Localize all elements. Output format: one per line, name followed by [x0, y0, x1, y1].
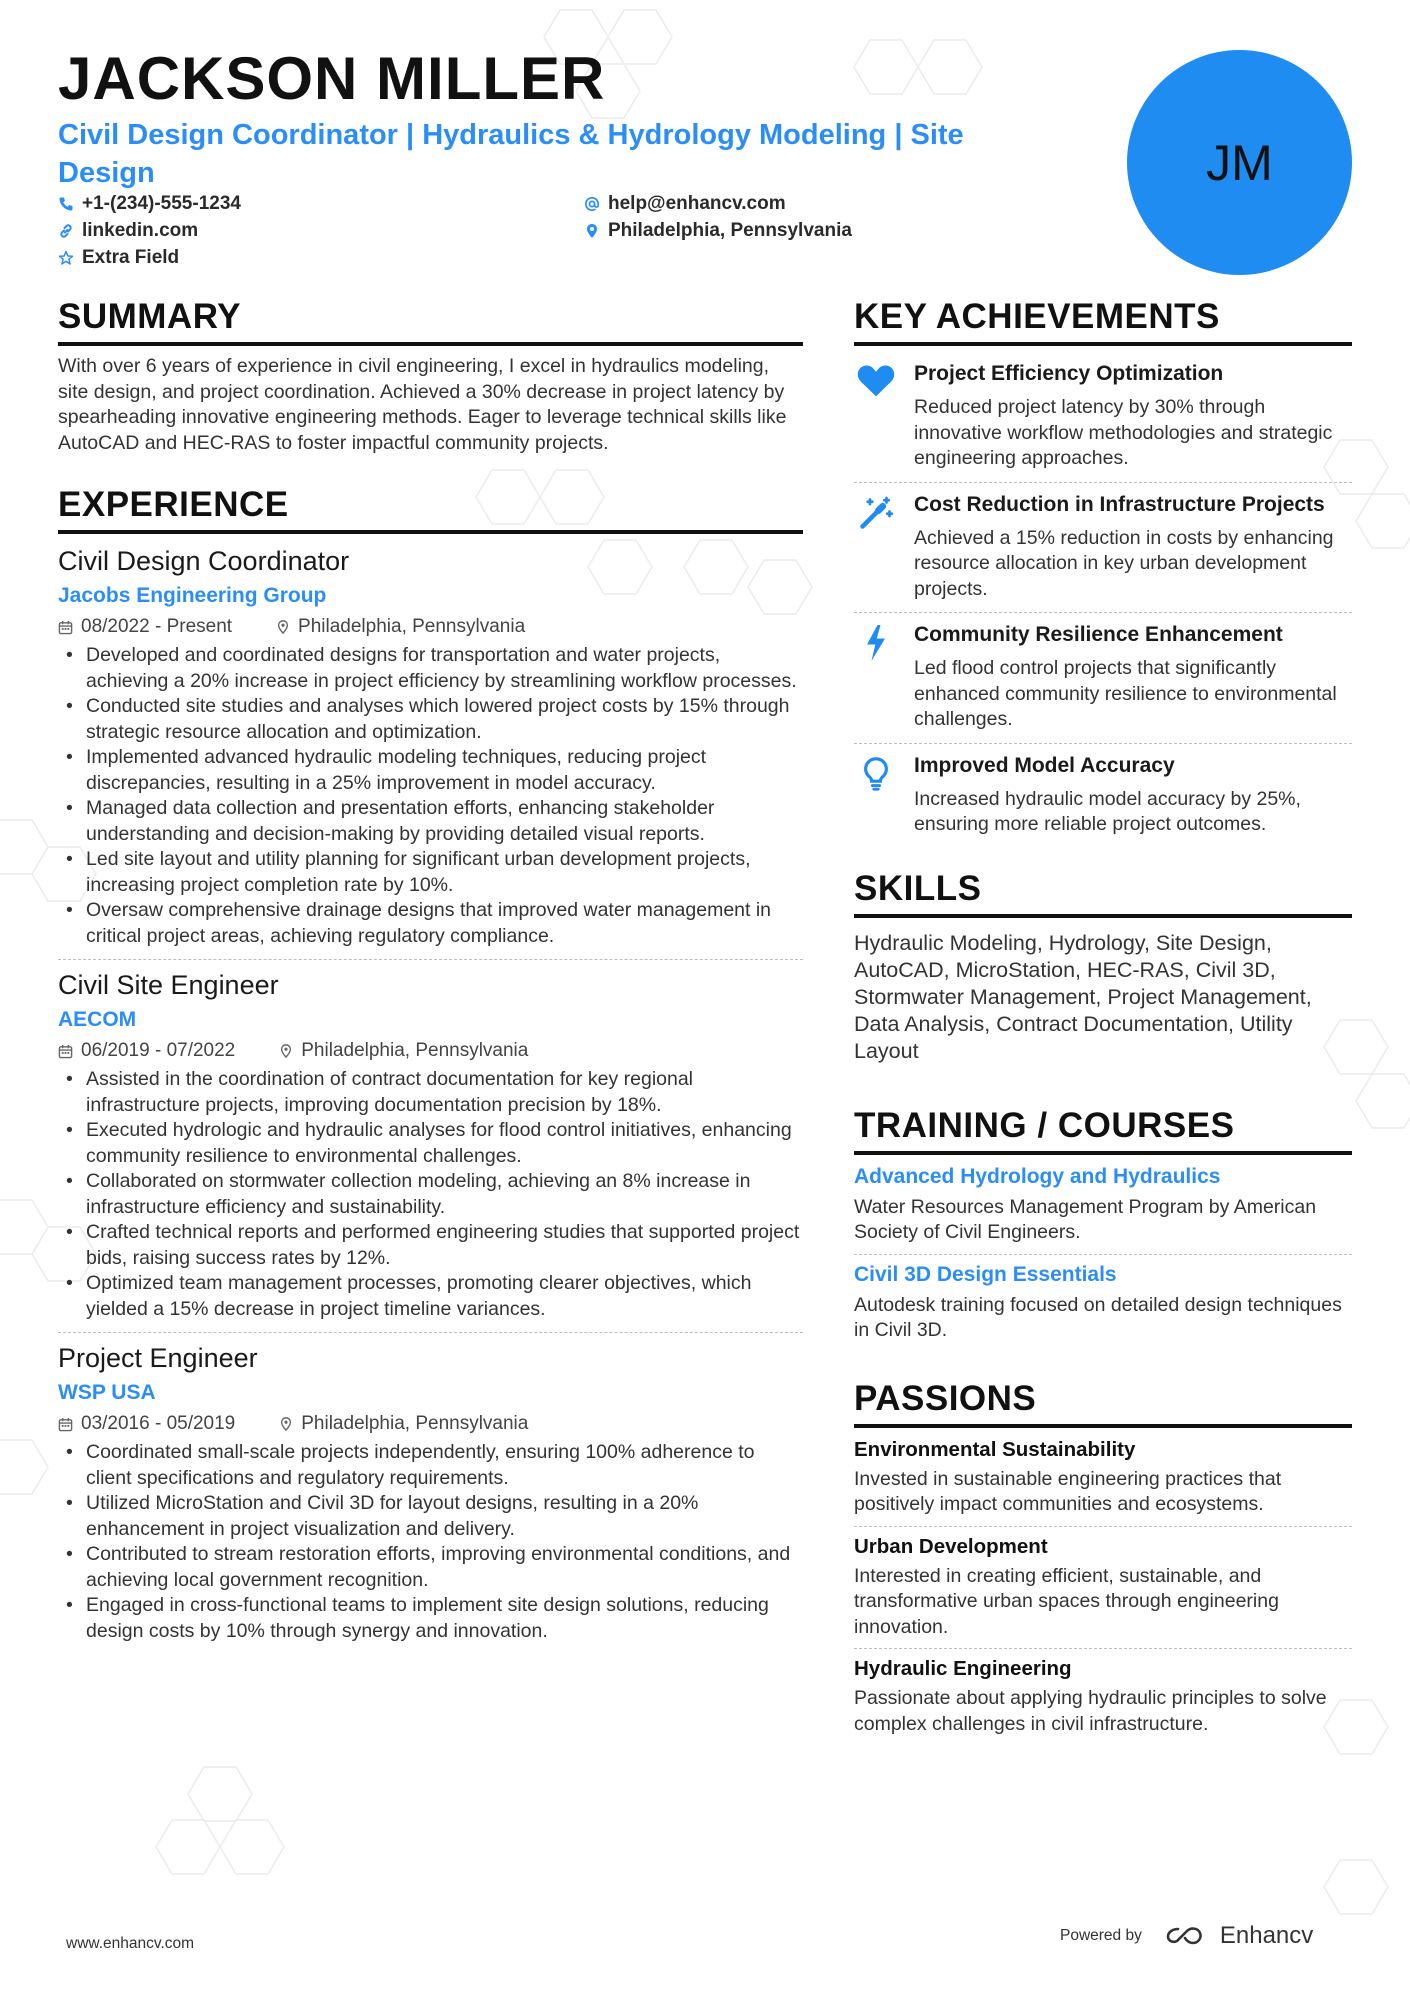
heart-icon	[856, 364, 896, 398]
lightbulb-icon	[863, 756, 889, 792]
job-meta	[58, 1411, 803, 1437]
passions-section	[854, 1378, 1352, 1738]
bullet-item: • Contributed to stream restoration efforts, improving environmental conditions, and achieving local government recognition.	[58, 1542, 803, 1593]
headline: Civil Design Coordinator | Hydraulics & Hydrology Modeling | Site Design	[58, 119, 964, 189]
achievement-item	[854, 360, 1352, 472]
entry-divider	[854, 612, 1352, 613]
entry-divider	[58, 1332, 803, 1333]
summary-section	[58, 296, 803, 456]
skills-heading: SKILLS	[854, 868, 1352, 918]
achievement-desc: Increased hydraulic model accuracy by 25%, ensuring more reliable project outcomes.	[914, 787, 1301, 835]
experience-entry	[58, 1341, 803, 1644]
job-meta	[58, 1038, 803, 1064]
email-text: help@enhancv.com	[608, 193, 786, 214]
bullet-item: • Oversaw comprehensive drainage designs that improved water management in critical project areas, achieving regulatory compliance.	[58, 898, 803, 949]
passion-desc: Passionate about applying hydraulic principles to solve complex challenges in civil infrastructure.	[854, 1687, 1327, 1735]
link-icon	[58, 223, 74, 239]
course-item	[854, 1163, 1352, 1246]
bullet-item: • Utilized MicroStation and Civil 3D for layout designs, resulting in a 20% enhancement in project visualization and delivery.	[58, 1491, 803, 1542]
linkedin-contact[interactable]	[58, 220, 198, 242]
job-bullets	[58, 1440, 803, 1644]
achievement-title: Project Efficiency Optimization	[914, 362, 1224, 385]
bullet-item: • Executed hydrologic and hydraulic analyses for flood control initiatives, enhancing community resilience to environmental challenges.	[58, 1118, 803, 1169]
avatar	[1127, 50, 1352, 275]
achievement-title: Cost Reduction in Infrastructure Projects	[914, 492, 1325, 516]
map-pin-icon	[279, 1043, 293, 1059]
training-heading: TRAINING / COURSES	[854, 1105, 1352, 1155]
candidate-name: JACKSON MILLER	[58, 45, 606, 112]
passion-desc: Interested in creating efficient, sustainable, and transformative urban spaces through engineering innovation.	[854, 1564, 1279, 1638]
entry-divider	[854, 1254, 1352, 1255]
company-name[interactable]: Jacobs Engineering Group	[58, 584, 327, 607]
bullet-item: • Assisted in the coordination of contract documentation for key regional infrastructure projects, improving documentation precision by 18%.	[58, 1067, 803, 1118]
lightning-bolt-icon	[863, 625, 889, 661]
map-pin-icon	[276, 619, 290, 635]
bullet-item: • Crafted technical reports and performed engineering studies that supported project bids, raising success rates by 12%.	[58, 1220, 803, 1271]
passion-item	[854, 1436, 1352, 1518]
skills-list: Hydraulic Modeling, Hydrology, Site Design, AutoCAD, MicroStation, HEC-RAS, Civil 3D, Stormwater Management, Project Management, Data Analysis, Contract Documentation, Utility Layout	[854, 930, 1312, 1063]
course-desc: Autodesk training focused on detailed design techniques in Civil 3D.	[854, 1293, 1342, 1341]
job-meta	[58, 614, 803, 640]
entry-divider	[854, 1526, 1352, 1527]
course-title[interactable]: Civil 3D Design Essentials	[854, 1262, 1117, 1286]
brand-name: Enhancv	[1219, 1922, 1314, 1949]
entry-divider	[854, 743, 1352, 744]
calendar-icon	[58, 620, 73, 635]
location-text: Philadelphia, Pennsylvania	[608, 220, 852, 241]
course-item	[854, 1261, 1352, 1344]
enhancv-logo-icon	[1164, 1924, 1210, 1948]
job-bullets	[58, 1067, 803, 1322]
email-contact[interactable]	[584, 193, 786, 215]
course-desc: Water Resources Management Program by American Society of Civil Engineers.	[854, 1195, 1317, 1243]
bullet-item: • Conducted site studies and analyses which lowered project costs by 15% through strategic resource allocation and optimization.	[58, 694, 803, 745]
linkedin-text: linkedin.com	[82, 220, 199, 241]
passion-title: Urban Development	[854, 1534, 1048, 1558]
footer-website[interactable]: www.enhancv.com	[66, 1935, 195, 1952]
achievement-title: Community Resilience Enhancement	[914, 623, 1283, 646]
passion-title: Environmental Sustainability	[854, 1437, 1136, 1461]
bullet-item: • Led site layout and utility planning for significant urban development projects, increasing project completion rate by 10%.	[58, 847, 803, 898]
phone-contact[interactable]	[58, 193, 241, 215]
passions-heading: PASSIONS	[854, 1378, 1352, 1428]
enhancv-logo[interactable]	[1164, 1922, 1313, 1950]
achievement-desc: Reduced project latency by 30% through innovative workflow methodologies and strategic engineering approaches.	[914, 396, 1333, 469]
entry-divider	[854, 1648, 1352, 1649]
job-location: Philadelphia, Pennsylvania	[301, 1413, 529, 1434]
experience-entry	[58, 544, 803, 949]
job-title: Project Engineer	[58, 1343, 258, 1373]
footer-branding	[1060, 1922, 1313, 1950]
job-dates: 06/2019 - 07/2022	[81, 1040, 236, 1061]
achievements-heading: KEY ACHIEVEMENTS	[854, 296, 1352, 346]
achievement-item	[854, 621, 1352, 733]
experience-heading: EXPERIENCE	[58, 484, 803, 534]
bullet-item: • Optimized team management processes, promoting clearer objectives, which yielded a 15% decrease in project timeline variances.	[58, 1271, 803, 1322]
experience-entry	[58, 968, 803, 1322]
map-pin-icon	[584, 223, 600, 239]
skills-section	[854, 868, 1352, 1065]
achievement-desc: Achieved a 15% reduction in costs by enhancing resource allocation in key urban development projects.	[914, 526, 1334, 600]
experience-section	[58, 484, 803, 1644]
location-contact	[584, 220, 852, 242]
job-dates: 08/2022 - Present	[81, 616, 233, 637]
passion-desc: Invested in sustainable engineering practices that positively impact communities and ecosystems.	[854, 1467, 1282, 1515]
achievement-desc: Led flood control projects that significantly enhanced community resilience to environmental challenges.	[914, 657, 1337, 730]
passion-title: Hydraulic Engineering	[854, 1657, 1072, 1680]
company-name[interactable]: WSP USA	[58, 1381, 156, 1404]
bullet-item: • Coordinated small-scale projects independently, ensuring 100% adherence to client specifications and regulatory requirements.	[58, 1440, 803, 1491]
achievements-section	[854, 296, 1352, 838]
summary-heading: SUMMARY	[58, 296, 803, 346]
bullet-item: • Developed and coordinated designs for transportation and water projects, achieving a 20% increase in project efficiency by streamlining workflow processes.	[58, 643, 803, 694]
star-icon	[58, 250, 74, 266]
bullet-item: • Implemented advanced hydraulic modeling techniques, reducing project discrepancies, resulting in a 25% improvement in model accuracy.	[58, 745, 803, 796]
course-title[interactable]: Advanced Hydrology and Hydraulics	[854, 1164, 1221, 1188]
left-column	[58, 296, 803, 1644]
training-section	[854, 1105, 1352, 1344]
achievement-item	[854, 752, 1352, 838]
extra-field	[58, 247, 179, 269]
entry-divider	[854, 482, 1352, 483]
powered-by-label: Powered by	[1060, 1927, 1142, 1944]
achievement-title: Improved Model Accuracy	[914, 753, 1175, 777]
summary-text: With over 6 years of experience in civil engineering, I excel in hydraulics modeling, site design, and project coordination. Achieved a 30% decrease in project latency by spearheading innovative engineering methods. Eager to leverage technical skills like AutoCAD and HEC-RAS to foster impactful community projects.	[58, 355, 787, 454]
bullet-item: • Collaborated on stormwater collection modeling, achieving an 8% increase in infrastructure efficiency and sustainability.	[58, 1169, 803, 1220]
bullet-item: • Managed data collection and presentation efforts, enhancing stakeholder understanding and decision-making by providing detailed visual reports.	[58, 796, 803, 847]
bullet-item: • Engaged in cross-functional teams to implement site design solutions, reducing design costs by 10% through synergy and innovation.	[58, 1593, 803, 1644]
job-location: Philadelphia, Pennsylvania	[298, 616, 526, 637]
phone-text: +1-(234)-555-1234	[82, 193, 241, 214]
job-title: Civil Site Engineer	[58, 970, 279, 1000]
passion-item	[854, 1655, 1352, 1737]
extra-field-text: Extra Field	[82, 247, 180, 268]
job-location: Philadelphia, Pennsylvania	[301, 1040, 529, 1061]
phone-icon	[58, 196, 74, 212]
entry-divider	[58, 959, 803, 960]
job-dates: 03/2016 - 05/2019	[81, 1413, 236, 1434]
map-pin-icon	[279, 1416, 293, 1432]
job-title: Civil Design Coordinator	[58, 546, 350, 576]
passion-item	[854, 1533, 1352, 1641]
achievement-item	[854, 491, 1352, 603]
calendar-icon	[58, 1417, 73, 1432]
at-sign-icon	[584, 196, 600, 212]
company-name[interactable]: AECOM	[58, 1008, 137, 1031]
avatar-initials: JM	[1206, 134, 1273, 191]
right-column	[854, 296, 1352, 1737]
magic-wand-icon	[858, 495, 894, 531]
job-bullets	[58, 643, 803, 949]
calendar-icon	[58, 1044, 73, 1059]
